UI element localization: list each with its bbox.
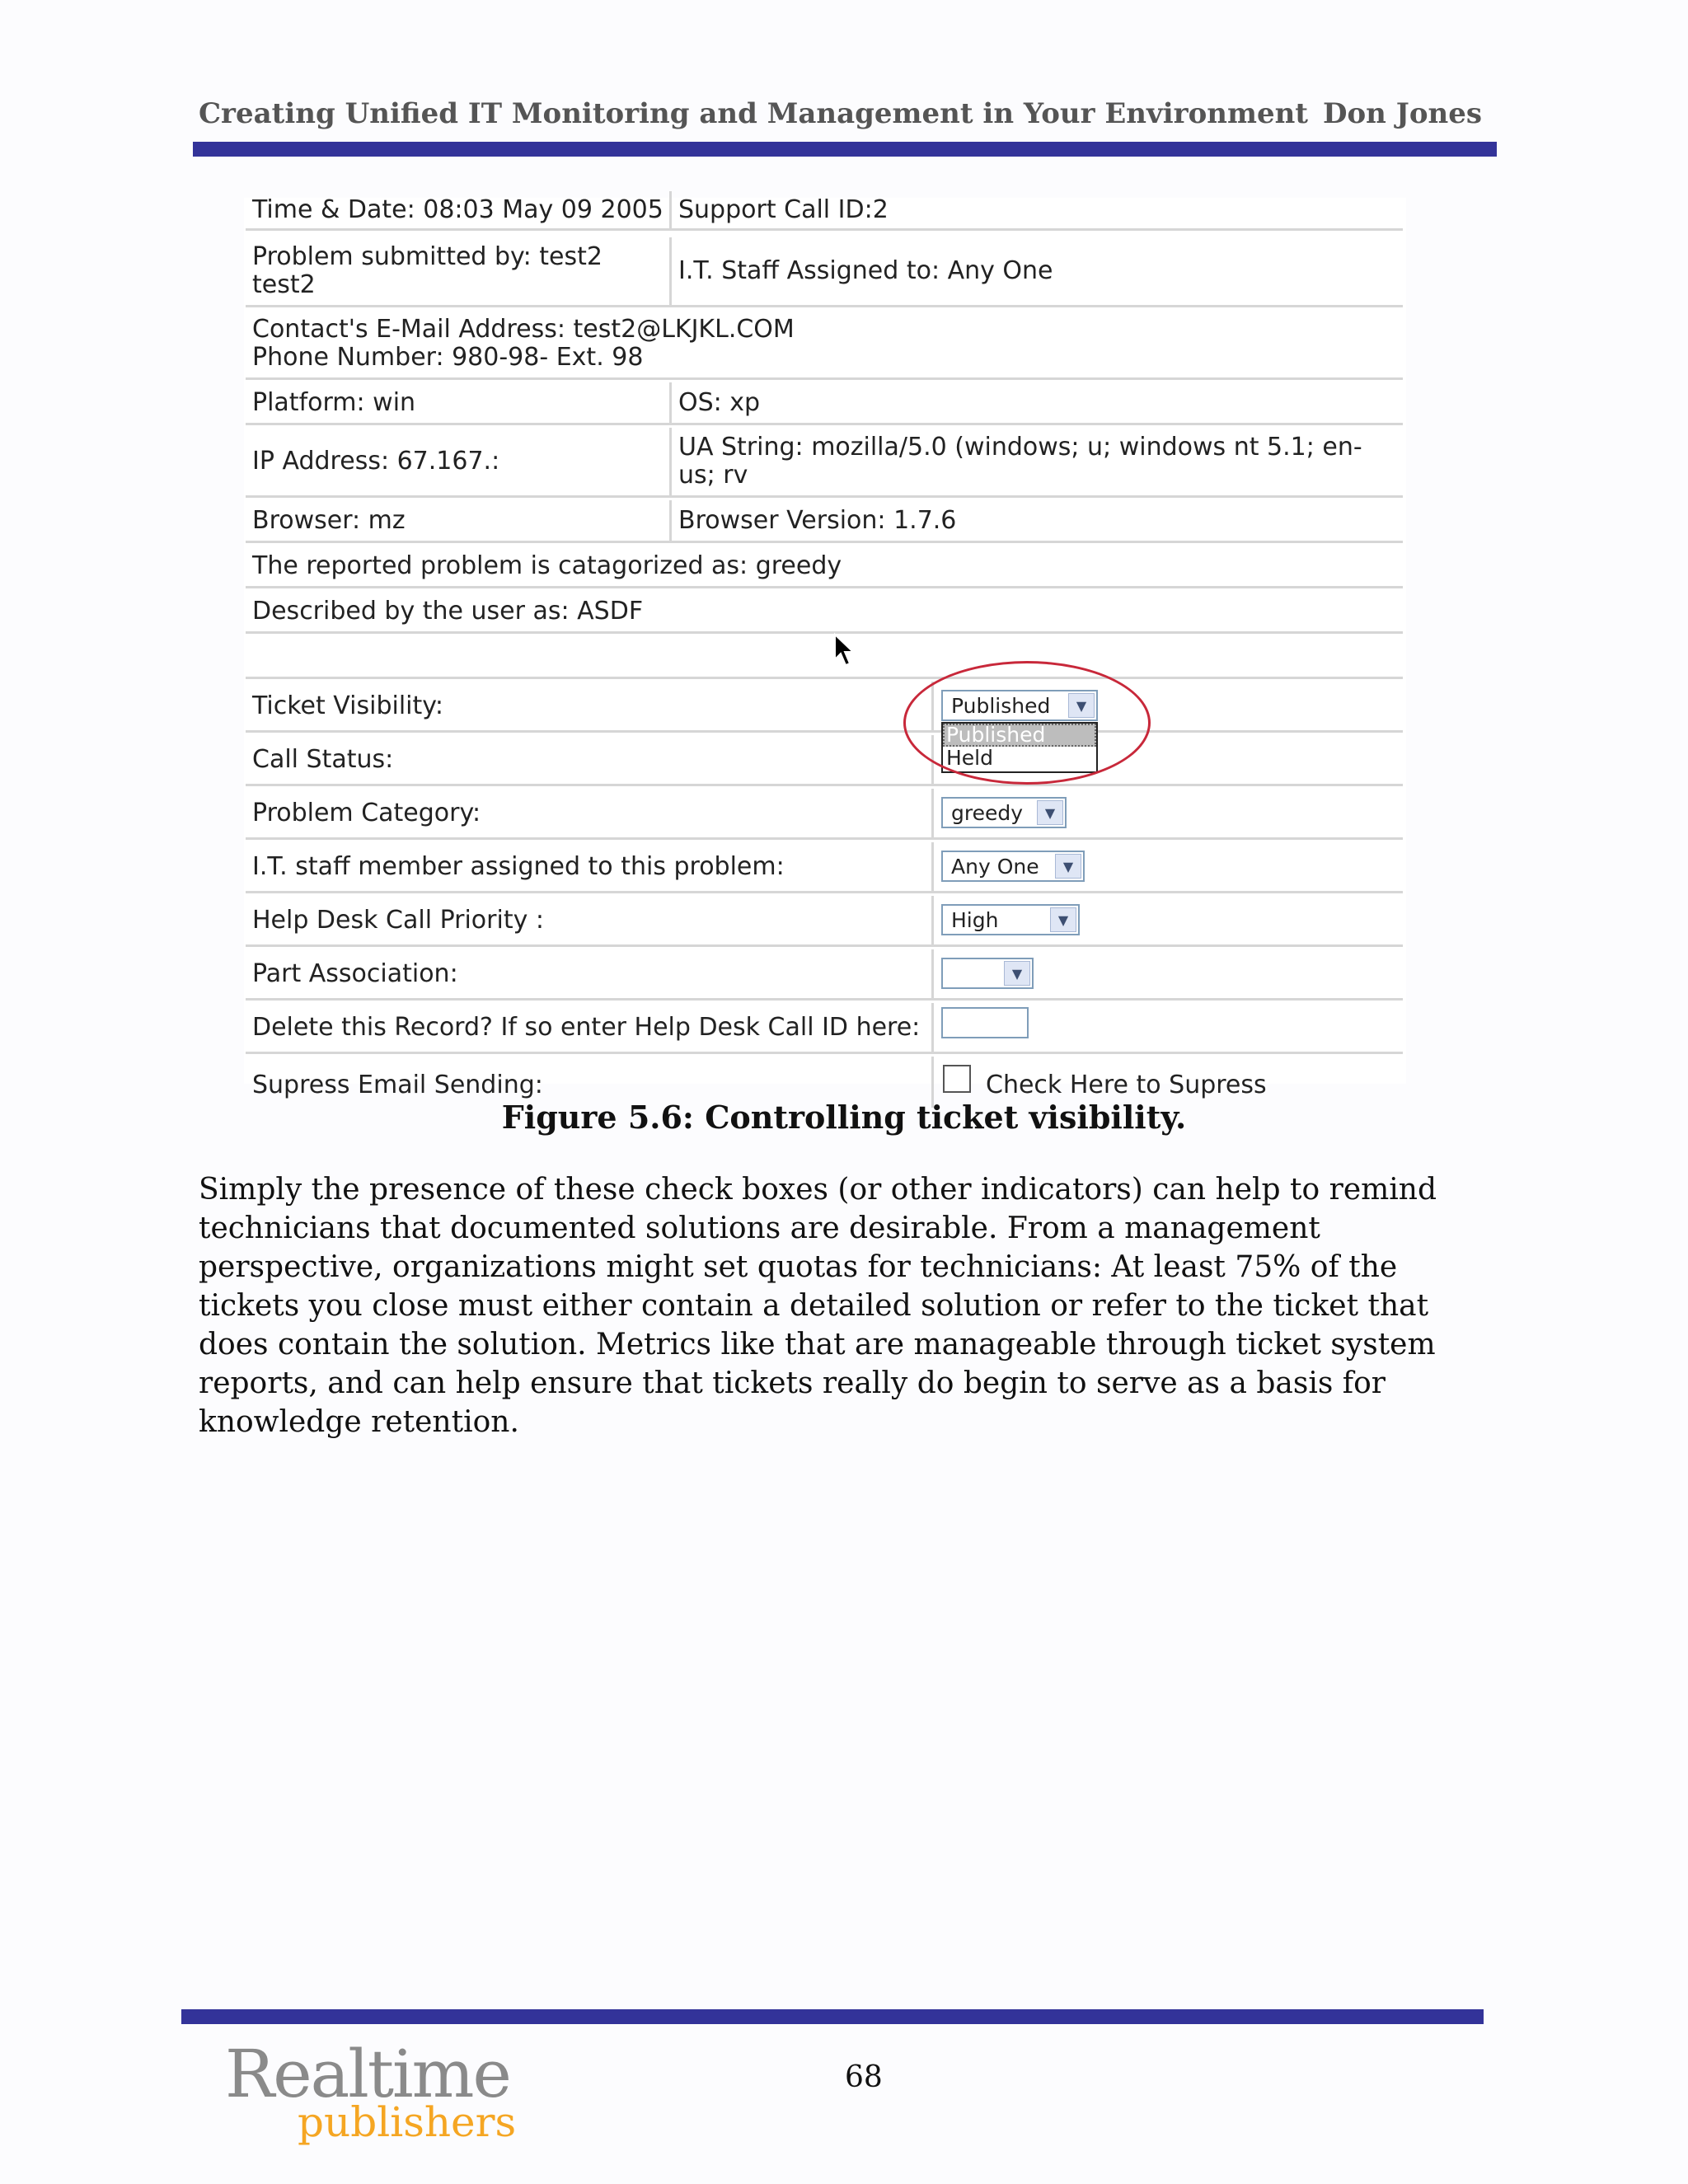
table-row [246,591,1403,634]
form-row-priority [246,896,1403,947]
suppress-email-label: Supress Email Sending: [252,1071,543,1099]
mouse-cursor-icon [833,633,856,668]
publisher-logo-bottom: publishers [298,2098,517,2146]
call-status-label: Call Status: [252,744,394,774]
os-cell: OS: xp [678,387,761,417]
submitted-by-cell: Problem submitted by: test2 test2 [252,242,603,299]
page-number: 68 [845,2060,883,2094]
ticket-visibility-label: Ticket Visibility: [252,691,443,720]
table-row [246,546,1403,588]
priority-label: Help Desk Call Priority : [252,905,544,935]
helpdesk-screenshot [244,194,1406,1099]
chevron-down-icon[interactable]: ▼ [1050,907,1076,932]
chevron-down-icon[interactable]: ▼ [1004,961,1030,986]
time-date-cell: Time & Date: 08:03 May 09 2005 [252,194,663,224]
part-association-label: Part Association: [252,958,458,988]
suppress-email-checkbox[interactable] [943,1065,971,1093]
table-row [246,382,1403,425]
browser-version-cell: Browser Version: 1.7.6 [678,505,957,535]
option-held[interactable]: Held [946,746,993,770]
table-row [246,237,1403,307]
form-row-delete-record [246,1003,1403,1054]
platform-cell: Platform: win [252,387,416,417]
staff-assigned-select[interactable] [941,851,1085,882]
form-row-ticket-visibility [246,682,1403,733]
problem-category-label: Problem Category: [252,798,481,827]
staff-assigned-label: I.T. staff member assigned to this problem: [252,851,785,881]
publisher-logo-top: Realtime [225,2036,510,2112]
table-row [246,428,1403,498]
header-rule [193,142,1497,157]
ip-address-cell: IP Address: 67.167.: [252,447,500,476]
body-paragraph: Simply the presence of these check boxes (or other indicators) can help to remind technicians that documented solutions are desirable. From a management perspective, organizations might set quotas for technicians: At least 75% of the tickets you close must either contain a detailed solution or refer to the ticket that does contain the solution. Metrics like that are manageable through ticket system reports, and can help ensure that tickets really do begin to serve as a basis for knowledge retention. [199,1173,1437,1439]
form-row-problem-category [246,789,1403,840]
table-row [246,191,1403,231]
footer-rule [181,2009,1484,2024]
category-cell: The reported problem is catagorized as: greedy [252,551,842,580]
form-row-staff-assigned [246,842,1403,893]
running-header-author: Don Jones [1323,97,1482,130]
form-row-call-status [246,735,1403,786]
priority-value: High [951,907,999,932]
chevron-down-icon[interactable]: ▼ [1055,854,1081,879]
running-header-title: Creating Unified IT Monitoring and Management in Your Environment [199,97,1309,130]
browser-cell: Browser: mz [252,505,406,535]
priority-select[interactable] [941,904,1080,935]
staff-assigned-cell: I.T. Staff Assigned to: Any One [678,256,1053,285]
table-row [246,636,1403,679]
part-association-select[interactable] [941,958,1034,989]
form-row-part-association [246,949,1403,1001]
chevron-down-icon[interactable]: ▼ [1037,800,1063,825]
staff-assigned-value: Any One [951,854,1039,879]
problem-category-value: greedy [951,800,1024,825]
delete-record-label: Delete this Record? If so enter Help Desk Call ID here: [252,1012,921,1042]
suppress-checkbox-label: Check Here to Supress [986,1071,1267,1099]
chevron-down-icon[interactable]: ▼ [1068,693,1095,718]
option-published[interactable]: Published [943,724,1096,747]
ticket-visibility-value: Published [951,693,1051,718]
table-row [246,500,1403,543]
support-call-id-cell: Support Call ID:2 [678,194,889,224]
contact-cell: Contact's E-Mail Address: test2@LKJKL.COM Phone Number: 980-98- Ext. 98 [252,315,795,372]
ua-string-cell: UA String: mozilla/5.0 (windows; u; windows nt 5.1; en- us; rv [678,433,1362,490]
figure-caption: Figure 5.6: Controlling ticket visibility. [501,1099,1187,1136]
highlight-ellipse [903,661,1151,785]
delete-record-input[interactable] [941,1007,1029,1038]
problem-category-select[interactable] [941,797,1067,828]
description-cell: Described by the user as: ASDF [252,596,644,626]
table-row [246,310,1403,380]
